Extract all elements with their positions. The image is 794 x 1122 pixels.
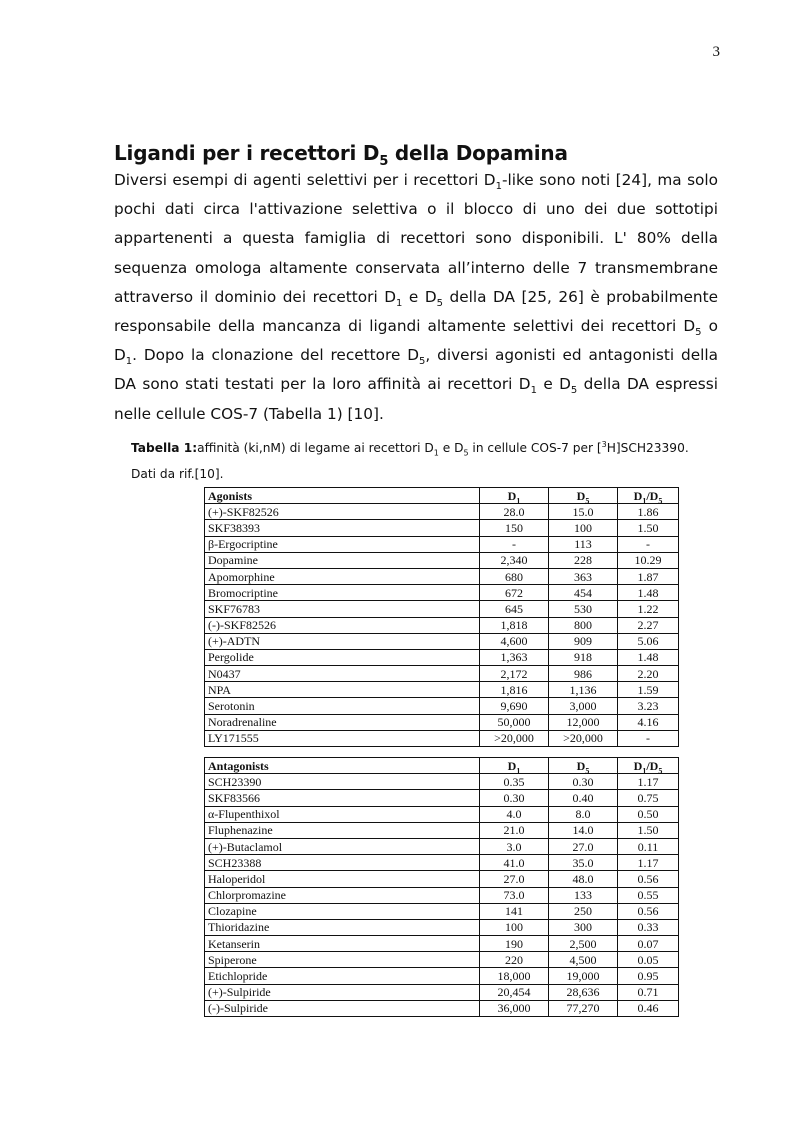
value-cell: 14.0 [549,822,618,838]
compound-name-cell: N0437 [205,666,480,682]
compound-name-cell: SKF83566 [205,790,480,806]
column-header: $D_1/D_5$ [618,758,679,774]
value-cell: 18,000 [480,968,549,984]
value-cell: 1.87 [618,568,679,584]
paragraph-line: $D_1$. Dopo la clonazione del recettore $D_5$, diversi agonisti ed antagonisti della [114,346,718,368]
value-cell: 0.50 [618,806,679,822]
compound-name-cell: β-Ergocriptine [205,536,480,552]
paragraph-line: nelle cellule COS-7 (Tabella 1) [10]. [114,404,384,423]
value-cell: 150 [480,520,549,536]
compound-name-cell: Thioridazine [205,919,480,935]
value-cell: 0.07 [618,936,679,952]
value-cell: 100 [549,520,618,536]
value-cell: 2,340 [480,552,549,568]
value-cell: 0.30 [480,790,549,806]
value-cell: 909 [549,633,618,649]
table-row [205,698,679,714]
value-cell: 680 [480,568,549,584]
value-cell: 0.56 [618,871,679,887]
value-cell: 986 [549,666,618,682]
compound-name-cell: Serotonin [205,698,480,714]
table-row [205,952,679,968]
paragraph-line: sequenza omologa altamente conservata all’interno delle 7 transmembrane [114,258,718,277]
table-row [205,682,679,698]
compound-name-cell: SCH23390 [205,774,480,790]
table-header-row [205,758,679,774]
compound-name-cell: (+)-SKF82526 [205,504,480,520]
compound-name-cell: NPA [205,682,480,698]
table-row [205,520,679,536]
table-row [205,871,679,887]
value-cell: 3,000 [549,698,618,714]
section-heading: Ligandi per i recettori $D_5$ della Dopamina [114,141,568,169]
compound-name-cell: (-)-Sulpiride [205,1000,480,1016]
value-cell: >20,000 [549,730,618,746]
value-cell: 1,816 [480,682,549,698]
value-cell: 5.06 [618,633,679,649]
value-cell: 0.40 [549,790,618,806]
paragraph-line: appartenenti a questa famiglia di recettori sono disponibili. L' 80% della [114,229,718,248]
value-cell: 2.27 [618,617,679,633]
value-cell: 77,270 [549,1000,618,1016]
value-cell: 1.50 [618,520,679,536]
table-row [205,838,679,854]
table-row [205,822,679,838]
value-cell: 48.0 [549,871,618,887]
compound-name-cell: LY171555 [205,730,480,746]
column-header: $D_5$ [549,488,618,504]
compound-name-cell: Bromocriptine [205,585,480,601]
value-cell: 28,636 [549,984,618,1000]
value-cell: 0.56 [618,903,679,919]
compound-name-cell: α-Flupenthixol [205,806,480,822]
value-cell: 0.05 [618,952,679,968]
column-header: $D_1/D_5$ [618,488,679,504]
value-cell: 530 [549,601,618,617]
paragraph-line: Diversi esempi di agenti selettivi per i recettori $D_1$-like sono noti [24], ma solo [114,171,719,193]
table-row [205,855,679,871]
table-row [205,649,679,665]
compound-name-cell: Etichlopride [205,968,480,984]
table-row [205,1000,679,1016]
value-cell: 4.0 [480,806,549,822]
table-row [205,666,679,682]
table-caption [131,435,711,487]
table-row [205,536,679,552]
table-row [205,806,679,822]
column-header: $D_1$ [480,488,549,504]
page-number: 3 [712,44,720,60]
value-cell: 1,818 [480,617,549,633]
value-cell: 20,454 [480,984,549,1000]
compound-name-cell: SKF38393 [205,520,480,536]
value-cell: 1.48 [618,649,679,665]
compound-name-cell: (+)-ADTN [205,633,480,649]
value-cell: 2,500 [549,936,618,952]
value-cell: 27.0 [480,871,549,887]
value-cell: 8.0 [549,806,618,822]
value-cell: 73.0 [480,887,549,903]
value-cell: 250 [549,903,618,919]
value-cell: 100 [480,919,549,935]
caption-label: Tabella 1: [131,441,198,455]
value-cell: 21.0 [480,822,549,838]
value-cell: 1.59 [618,682,679,698]
compound-name-cell: Fluphenazine [205,822,480,838]
value-cell: 645 [480,601,549,617]
value-cell: 1.17 [618,855,679,871]
value-cell: 4,600 [480,633,549,649]
value-cell: 19,000 [549,968,618,984]
value-cell: 3.0 [480,838,549,854]
value-cell: 1.86 [618,504,679,520]
table-row [205,601,679,617]
compound-name-cell: Dopamine [205,552,480,568]
compound-name-cell: Clozapine [205,903,480,919]
value-cell: 300 [549,919,618,935]
paragraph-line: responsabile della mancanza di ligandi altamente selettivi dei recettori $D_5$ o [114,317,718,339]
table-row [205,633,679,649]
value-cell: 1.22 [618,601,679,617]
paragraph-line: DA sono stati testati per la loro affinità ai recettori $D_1$ e $D_5$ della DA espressi [114,375,718,397]
table-row [205,714,679,730]
table-row [205,552,679,568]
value-cell: 1.17 [618,774,679,790]
value-cell: 0.11 [618,838,679,854]
value-cell: 4,500 [549,952,618,968]
value-cell: 2,172 [480,666,549,682]
value-cell: 0.71 [618,984,679,1000]
compound-name-cell: (+)-Sulpiride [205,984,480,1000]
table-row [205,568,679,584]
value-cell: 141 [480,903,549,919]
column-header: $D_1$ [480,758,549,774]
value-cell: 3.23 [618,698,679,714]
value-cell: 4.16 [618,714,679,730]
table-row [205,730,679,746]
value-cell: 190 [480,936,549,952]
antagonists-table [204,757,679,1017]
value-cell: 672 [480,585,549,601]
compound-name-cell: (+)-Butaclamol [205,838,480,854]
value-cell: 1.50 [618,822,679,838]
compound-name-cell: Noradrenaline [205,714,480,730]
table-row [205,774,679,790]
value-cell: - [480,536,549,552]
table-header-row [205,488,679,504]
compound-name-cell: (-)-SKF82526 [205,617,480,633]
value-cell: 0.75 [618,790,679,806]
value-cell: 15.0 [549,504,618,520]
value-cell: >20,000 [480,730,549,746]
value-cell: 133 [549,887,618,903]
value-cell: 2.20 [618,666,679,682]
compound-name-cell: Ketanserin [205,936,480,952]
body-paragraph [114,166,718,429]
value-cell: 10.29 [618,552,679,568]
compound-name-cell: Pergolide [205,649,480,665]
value-cell: - [618,536,679,552]
paragraph-line: pochi dati circa l'attivazione selettiva o il blocco di uno dei due sottotipi [114,200,718,219]
value-cell: 454 [549,585,618,601]
value-cell: 800 [549,617,618,633]
column-header: Antagonists [205,758,480,774]
value-cell: 1,136 [549,682,618,698]
compound-name-cell: SCH23388 [205,855,480,871]
table-row [205,887,679,903]
compound-name-cell: Spiperone [205,952,480,968]
value-cell: 918 [549,649,618,665]
table-row [205,790,679,806]
caption-line: Tabella 1:affinità (ki,nM) di legame ai recettori $D_1$ e $D_5$ in cellule COS-7 per [$^3$H]SCH23390. [131,439,689,458]
value-cell: 36,000 [480,1000,549,1016]
table-row [205,919,679,935]
value-cell: 228 [549,552,618,568]
table-row [205,617,679,633]
table-row [205,936,679,952]
caption-line: Dati da rif.[10]. [131,467,224,481]
table-row [205,903,679,919]
value-cell: 27.0 [549,838,618,854]
compound-name-cell: Haloperidol [205,871,480,887]
value-cell: 35.0 [549,855,618,871]
column-header: Agonists [205,488,480,504]
value-cell: - [618,730,679,746]
value-cell: 113 [549,536,618,552]
value-cell: 9,690 [480,698,549,714]
value-cell: 1.48 [618,585,679,601]
value-cell: 0.55 [618,887,679,903]
compound-name-cell: Apomorphine [205,568,480,584]
table-row [205,984,679,1000]
value-cell: 363 [549,568,618,584]
value-cell: 1,363 [480,649,549,665]
value-cell: 0.46 [618,1000,679,1016]
value-cell: 0.33 [618,919,679,935]
table-row [205,968,679,984]
agonists-table [204,487,679,747]
table-row [205,504,679,520]
compound-name-cell: SKF76783 [205,601,480,617]
value-cell: 220 [480,952,549,968]
value-cell: 41.0 [480,855,549,871]
column-header: $D_5$ [549,758,618,774]
compound-name-cell: Chlorpromazine [205,887,480,903]
value-cell: 28.0 [480,504,549,520]
paragraph-line: attraverso il dominio dei recettori $D_1$ e $D_5$ della DA [25, 26] è probabilmente [114,287,718,309]
value-cell: 12,000 [549,714,618,730]
table-row [205,585,679,601]
value-cell: 0.35 [480,774,549,790]
value-cell: 0.30 [549,774,618,790]
value-cell: 0.95 [618,968,679,984]
value-cell: 50,000 [480,714,549,730]
